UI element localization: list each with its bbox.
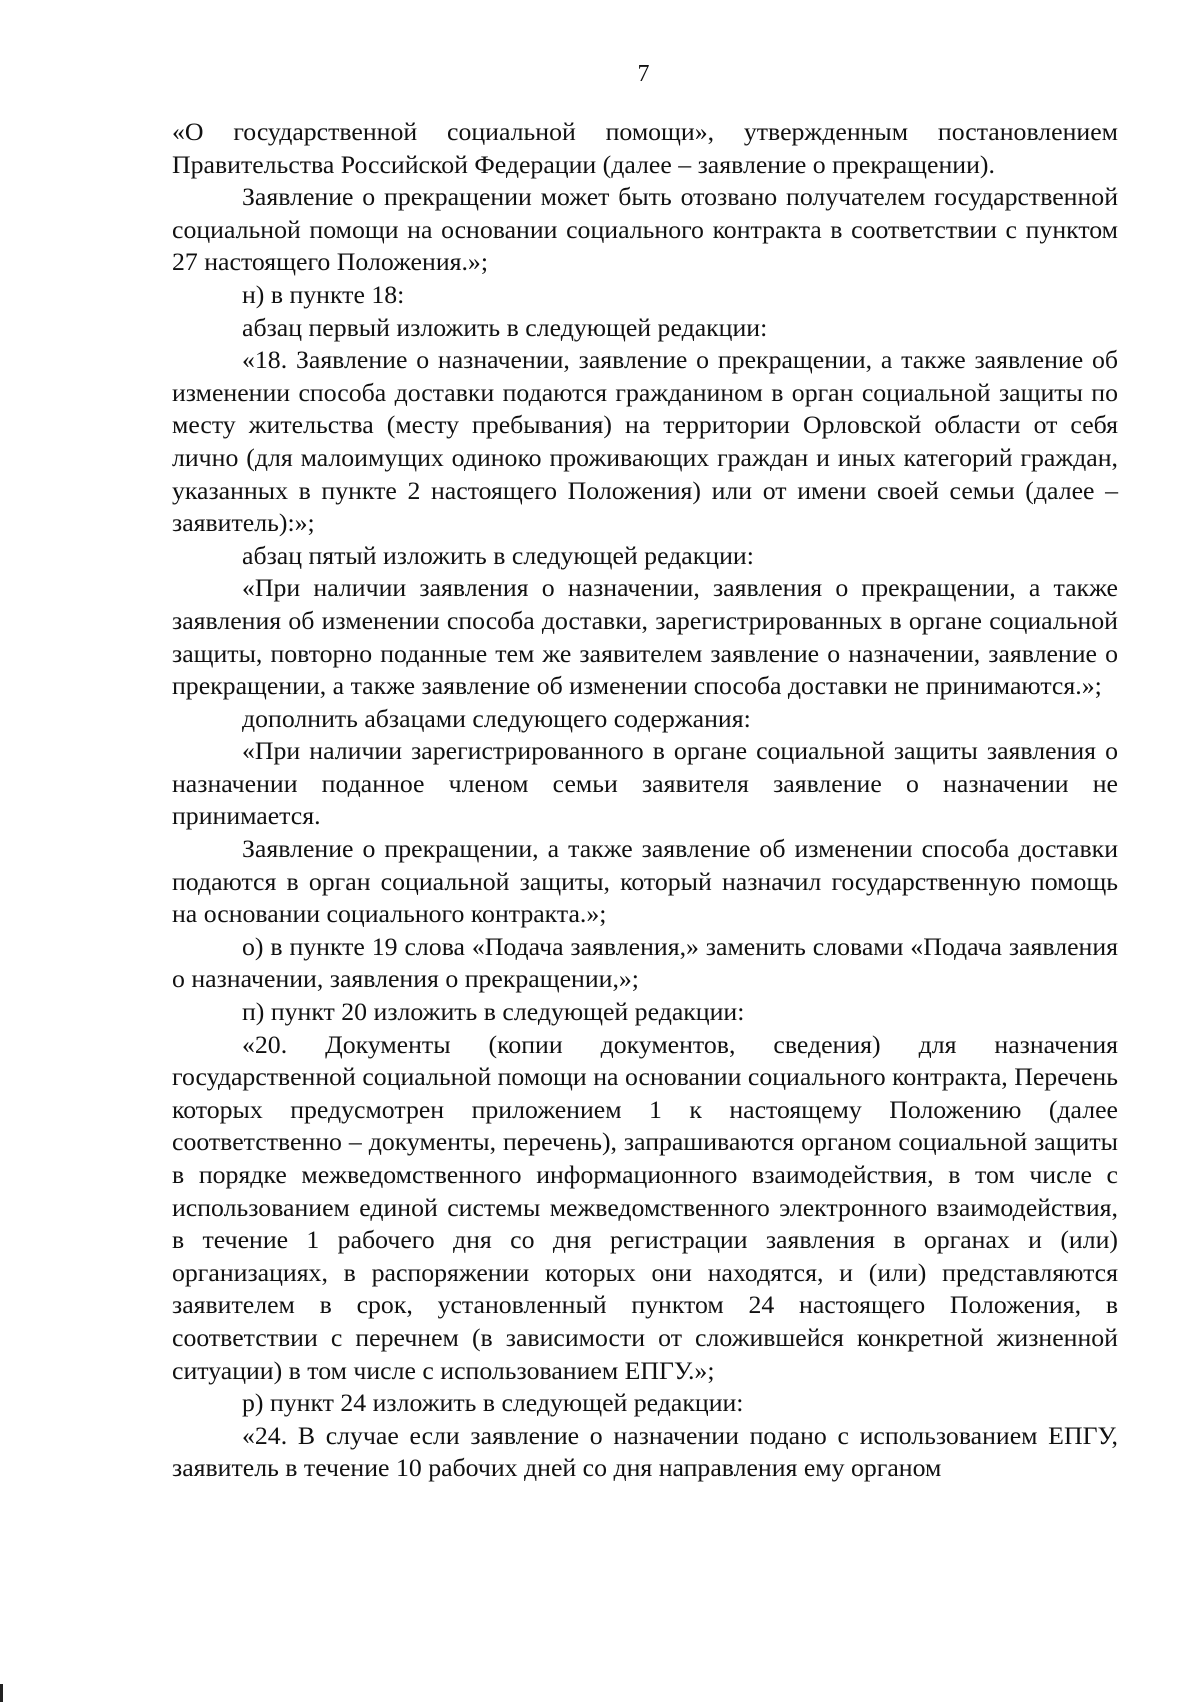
paragraph-10: Заявление о прекращении, а также заявление об изменении способа доставки подаются в орган социальной защиты, который назначил государственную помощь на основании социального контракта.»; xyxy=(172,834,1118,929)
paragraph-8: дополнить абзацами следующего содержания: xyxy=(242,703,751,733)
paragraph-14: р) пункт 24 изложить в следующей редакции: xyxy=(242,1388,744,1418)
scan-edge-mark xyxy=(0,1684,3,1702)
document-body xyxy=(172,116,1118,1485)
paragraph-4: абзац первый изложить в следующей редакции: xyxy=(242,312,768,342)
paragraph-3: н) в пункте 18: xyxy=(242,279,405,309)
paragraph-6: абзац пятый изложить в следующей редакции: xyxy=(242,540,754,570)
paragraph-13: «20. Документы (копии документов, сведения) для назначения государственной социальной помощи на основании социального контракта, Перечень которых предусмотрен приложением 1 к настоящему Положению (далее соответственно – документы, перечень), запрашиваются органом социальной защиты в порядке межведомственного информационного взаимодействия, в том числе с использованием единой системы межведомственного электронного взаимодействия, в течение 1 рабочего дня со дня регистрации заявления в органах и (или) организациях, в распоряжении которых они находятся, и (или) представляются заявителем в срок, установленный пунктом 24 настоящего Положения, в соответствии с перечнем (в зависимости от сложившейся конкретной жизненной ситуации) в том числе с использованием ЕПГУ.»; xyxy=(172,1029,1118,1385)
paragraph-2: Заявление о прекращении может быть отозвано получателем государственной социальной помощи на основании социального контракта в соответствии с пунктом 27 настоящего Положения.»; xyxy=(172,182,1118,277)
paragraph-11: о) в пункте 19 слова «Подача заявления,» заменить словами «Подача заявления о назначении, заявления о прекращении,»; xyxy=(172,931,1118,994)
paragraph-15: «24. В случае если заявление о назначении подано с использованием ЕПГУ, заявитель в течение 10 рабочих дней со дня направления ему органом xyxy=(172,1420,1118,1483)
paragraph-1: «О государственной социальной помощи», утвержденным постановлением Правительства Российской Федерации (далее – заявление о прекращении). xyxy=(172,117,1118,179)
paragraph-7: «При наличии заявления о назначении, заявления о прекращении, а также заявления об изменении способа доставки, зарегистрированных в органе социальной защиты, повторно поданные тем же заявителем заявление о назначении, заявление о прекращении, а также заявление об изменении способа доставки не принимаются.»; xyxy=(172,573,1118,701)
paragraph-5: «18. Заявление о назначении, заявление о прекращении, а также заявление об изменении способа доставки подаются гражданином в орган социальной защиты по месту жительства (месту пребывания) на территории Орловской области от себя лично (для малоимущих одиноко проживающих граждан и иных категорий граждан, указанных в пункте 2 настоящего Положения) или от имени своей семьи (далее – заявитель):»; xyxy=(172,345,1118,538)
page-number: 7 xyxy=(637,61,650,87)
paragraph-9: «При наличии зарегистрированного в органе социальной защиты заявления о назначении поданное членом семьи заявителя заявление о назначении не принимается. xyxy=(172,736,1118,831)
paragraph-12: п) пункт 20 изложить в следующей редакции: xyxy=(242,997,745,1027)
